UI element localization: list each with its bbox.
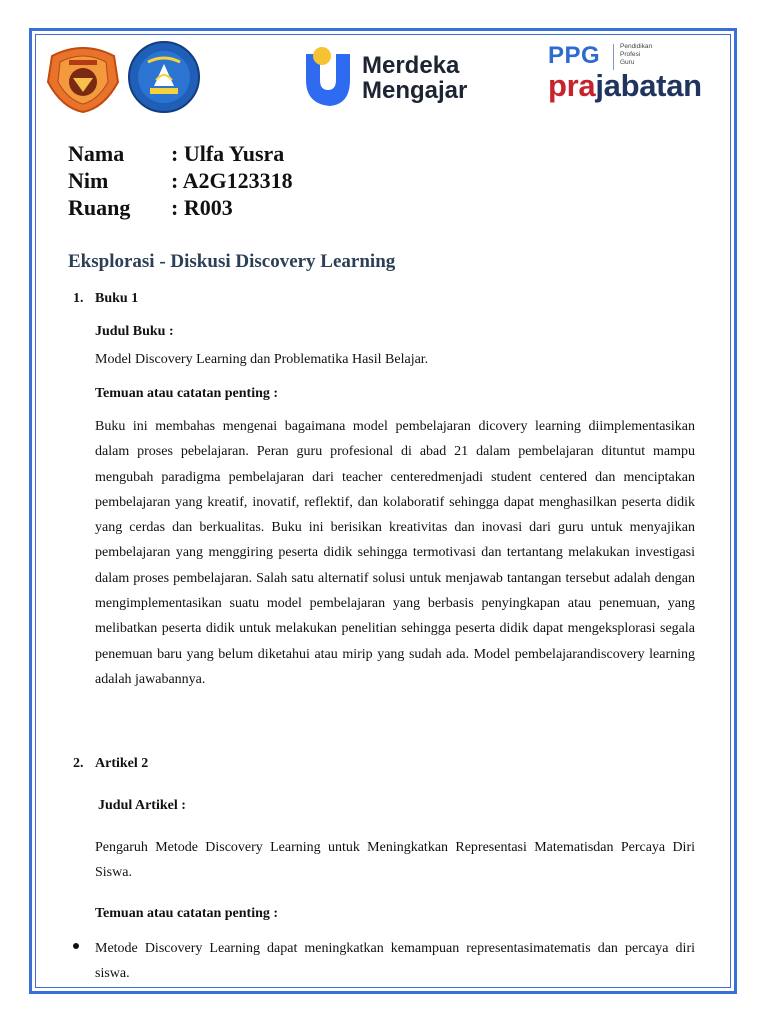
bullet-icon	[73, 943, 79, 949]
university-logo	[44, 42, 122, 114]
merdeka-mengajar-icon	[300, 44, 354, 110]
prajabatan-text: prajabatan	[548, 68, 702, 103]
ppg-small-text: Pendidikan Profesi Guru	[620, 43, 653, 66]
ppg-divider	[613, 44, 614, 70]
temuan-label: Temuan atau catatan penting :	[95, 906, 279, 921]
judul-buku-value: Model Discovery Learning dan Problematika Hasil Belajar.	[95, 352, 429, 367]
item-heading: Buku 1	[95, 291, 139, 306]
judul-artikel-label: Judul Artikel :	[98, 798, 186, 813]
merdeka-mengajar-logo	[300, 44, 500, 110]
identity-value: : A2G123318	[171, 168, 293, 193]
temuan-label: Temuan atau catatan penting :	[95, 386, 279, 401]
bullet-text: Metode Discovery Learning dapat meningkatkan kemampuan representasimatematis dan percaya diri siswa.	[95, 941, 695, 981]
tut-wuri-handayani-logo	[126, 40, 202, 114]
mengajar-text: Mengajar	[362, 77, 468, 104]
ppg-word: PPG	[548, 42, 601, 69]
merdeka-text: Merdeka	[362, 52, 460, 79]
item-number: 2.	[73, 756, 84, 771]
identity-value: : R003	[171, 195, 233, 220]
item-heading: Artikel 2	[95, 756, 149, 771]
identity-label: Nama	[68, 141, 125, 166]
identity-value: : Ulfa Yusra	[171, 141, 285, 166]
document-title: Eksplorasi - Diskusi Discovery Learning	[68, 251, 396, 272]
temuan-paragraph: Buku ini membahas mengenai bagaimana model pembelajaran dicovery learning diimplementasikan dalam proses pebelajaran. Peran guru profesional di abad 21 dalam pembelajaran dituntut mampu mengubah paradigma pembelajaran dari teacher centeredmenjadi student centered dan menciptakan pembelajaran yang kreatif, inovatif, reflektif, dan kolaboratif sehingga dapat menghasilkan peserta didik yang cerdas dan berkualitas. Buku ini berisikan kreativitas dan inovasi dari guru untuk menyajikan pembelajaran yang menggiring peserta didik sehingga termotivasi dan tertantang melakukan investigasi dalam proses pembelajaran. Salah satu alternatif solusi untuk menjawab tantangan tersebut adalah dengan mengimplementasikan suatu model pembelajaran yang berbasis penyingkapan atau penemuan, yang melibatkan peserta didik untuk melakukan penelitian sehingga peserta didik dapat mengeksplorasi segala penemuan baru yang belum diketahui atau mirip yang sudah ada. Model pembelajarandiscovery learning adalah jawabannya.	[95, 419, 695, 687]
item-number: 1.	[73, 291, 84, 306]
identity-label: Ruang	[68, 195, 131, 220]
identity-label: Nim	[68, 168, 109, 193]
ppg-prajabatan-logo	[548, 40, 718, 106]
judul-buku-label: Judul Buku :	[95, 324, 174, 339]
judul-artikel-value: Pengaruh Metode Discovery Learning untuk Meningkatkan Representasi Matematisdan Percaya Diri Siswa.	[95, 840, 695, 880]
